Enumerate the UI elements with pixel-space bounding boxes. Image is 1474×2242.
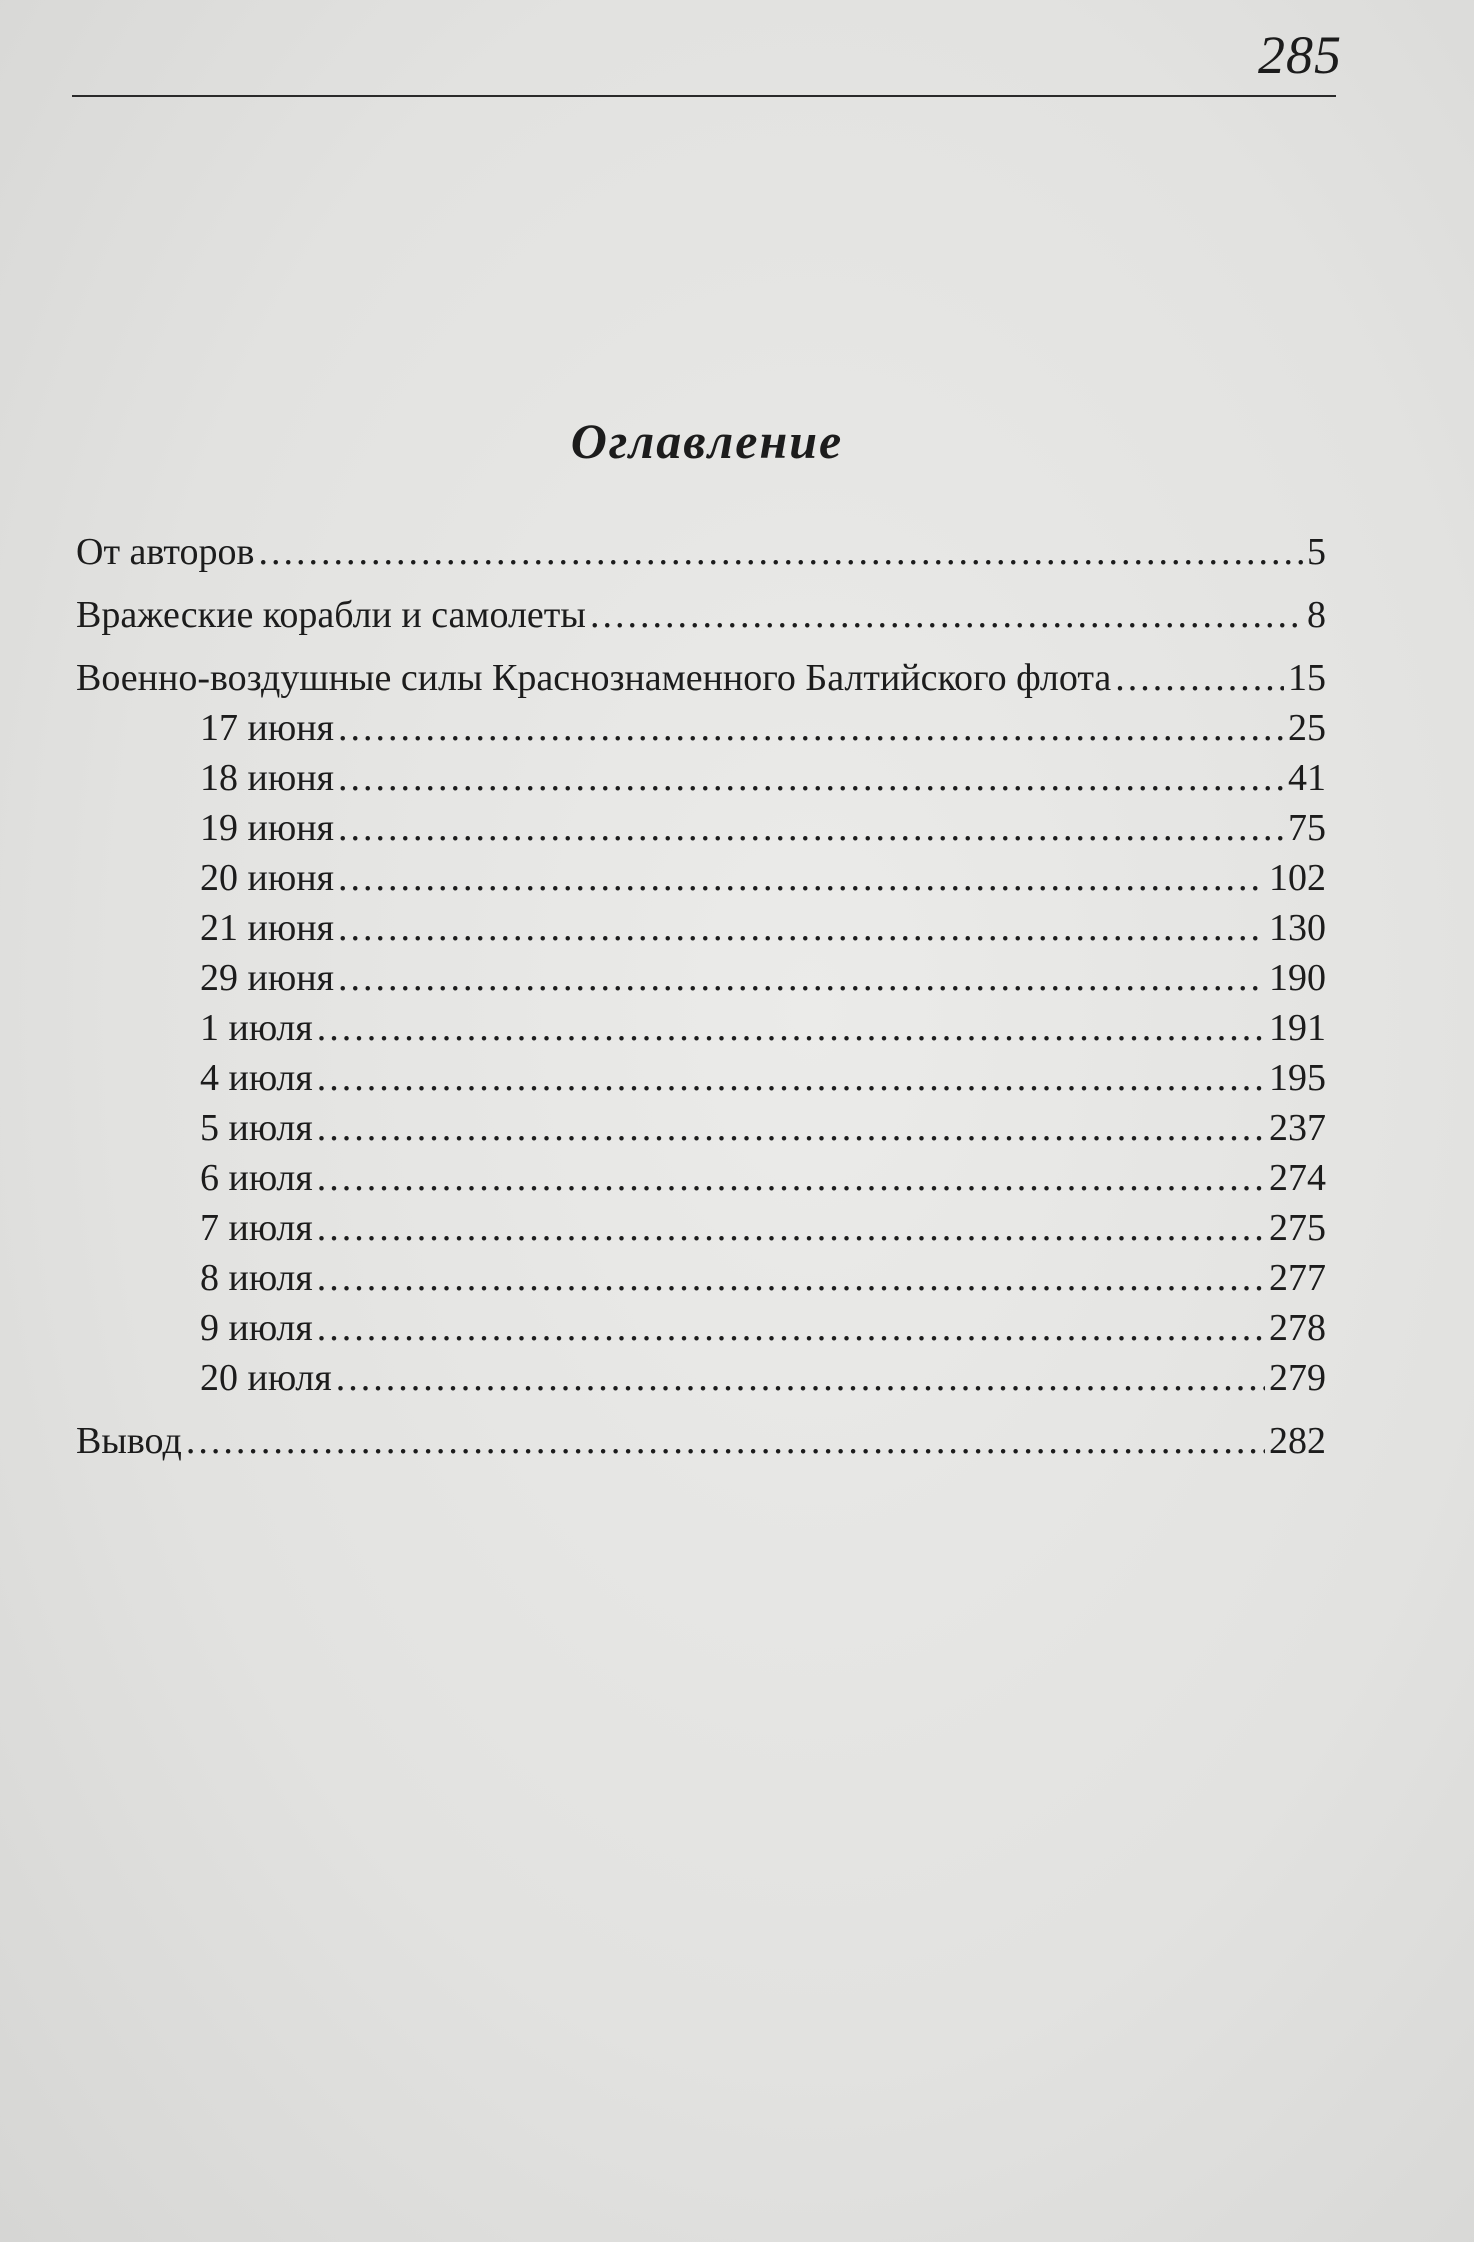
toc-entry-label: 29 июня <box>200 957 335 999</box>
dot-leader <box>317 1053 1265 1103</box>
toc-entry-label: 19 июня <box>200 807 335 849</box>
toc-entry-page: 75 <box>1288 807 1326 849</box>
table-of-contents <box>76 527 1326 1466</box>
toc-entry <box>76 590 1326 640</box>
dot-leader <box>1115 653 1284 703</box>
dot-leader <box>317 1203 1265 1253</box>
header-rule <box>72 95 1336 97</box>
toc-entry <box>76 1416 1326 1466</box>
dot-leader <box>186 1416 1265 1466</box>
toc-subentry <box>76 1153 1326 1203</box>
dot-leader <box>590 590 1303 640</box>
toc-entry-label: 4 июля <box>200 1057 313 1099</box>
toc-subentry <box>76 953 1326 1003</box>
toc-entry-label: 9 июля <box>200 1307 313 1349</box>
dot-leader <box>338 953 1265 1003</box>
toc-entry-label: 21 июня <box>200 907 335 949</box>
toc-subentry <box>76 1253 1326 1303</box>
toc-subentry <box>76 1103 1326 1153</box>
toc-subentry <box>76 1003 1326 1053</box>
toc-subentry <box>76 753 1326 803</box>
toc-entry-label: 20 июля <box>200 1357 332 1399</box>
toc-entry-label: 1 июля <box>200 1007 313 1049</box>
dot-leader <box>317 1253 1265 1303</box>
toc-entry-label: 7 июля <box>200 1207 313 1249</box>
toc-entry-label: Военно-воздушные силы Краснознаменного Балтийского флота <box>76 657 1112 699</box>
dot-leader <box>338 903 1265 953</box>
toc-entry-label: 17 июня <box>200 707 335 749</box>
toc-entry-page: 15 <box>1288 657 1326 699</box>
page-number: 285 <box>1258 25 1342 85</box>
toc-entry-page: 41 <box>1288 757 1326 799</box>
toc-subentry <box>76 803 1326 853</box>
toc-entry-label: От авторов <box>76 531 255 573</box>
toc-title: Оглавление <box>570 413 844 469</box>
toc-subentry <box>76 903 1326 953</box>
toc-entry-page: 191 <box>1269 1007 1326 1049</box>
toc-entry-page: 237 <box>1269 1107 1326 1149</box>
toc-subentry <box>76 853 1326 903</box>
toc-subentry <box>76 1353 1326 1403</box>
dot-leader <box>317 1003 1265 1053</box>
toc-entry-page: 279 <box>1269 1357 1326 1399</box>
toc-subentry <box>76 1053 1326 1103</box>
toc-entry <box>76 527 1326 577</box>
toc-entry-label: Вывод <box>76 1420 182 1462</box>
toc-entry-page: 130 <box>1269 907 1326 949</box>
toc-entry-page: 190 <box>1269 957 1326 999</box>
dot-leader <box>338 803 1284 853</box>
toc-entry-label: Вражеские корабли и самолеты <box>76 594 586 636</box>
toc-entry-label: 18 июня <box>200 757 335 799</box>
toc-subentry <box>76 1203 1326 1253</box>
dot-leader <box>336 1353 1265 1403</box>
toc-entry-label: 6 июля <box>200 1157 313 1199</box>
dot-leader <box>317 1103 1265 1153</box>
toc-entry-label: 20 июня <box>200 857 335 899</box>
toc-entry-page: 274 <box>1269 1157 1326 1199</box>
toc-entry-page: 25 <box>1288 707 1326 749</box>
dot-leader <box>317 1303 1265 1353</box>
toc-entry <box>76 653 1326 703</box>
toc-entry-label: 8 июля <box>200 1257 313 1299</box>
toc-entry-page: 102 <box>1269 857 1326 899</box>
dot-leader <box>338 703 1284 753</box>
dot-leader <box>338 753 1284 803</box>
toc-subentry <box>76 1303 1326 1353</box>
toc-entry-page: 277 <box>1269 1257 1326 1299</box>
toc-subentry <box>76 703 1326 753</box>
dot-leader <box>317 1153 1265 1203</box>
toc-entry-page: 8 <box>1307 594 1326 636</box>
toc-entry-label: 5 июля <box>200 1107 313 1149</box>
toc-entry-page: 278 <box>1269 1307 1326 1349</box>
toc-entry-page: 282 <box>1269 1420 1326 1462</box>
toc-entry-page: 5 <box>1307 531 1326 573</box>
toc-entry-page: 195 <box>1269 1057 1326 1099</box>
dot-leader <box>258 527 1303 577</box>
dot-leader <box>338 853 1265 903</box>
toc-entry-page: 275 <box>1269 1207 1326 1249</box>
